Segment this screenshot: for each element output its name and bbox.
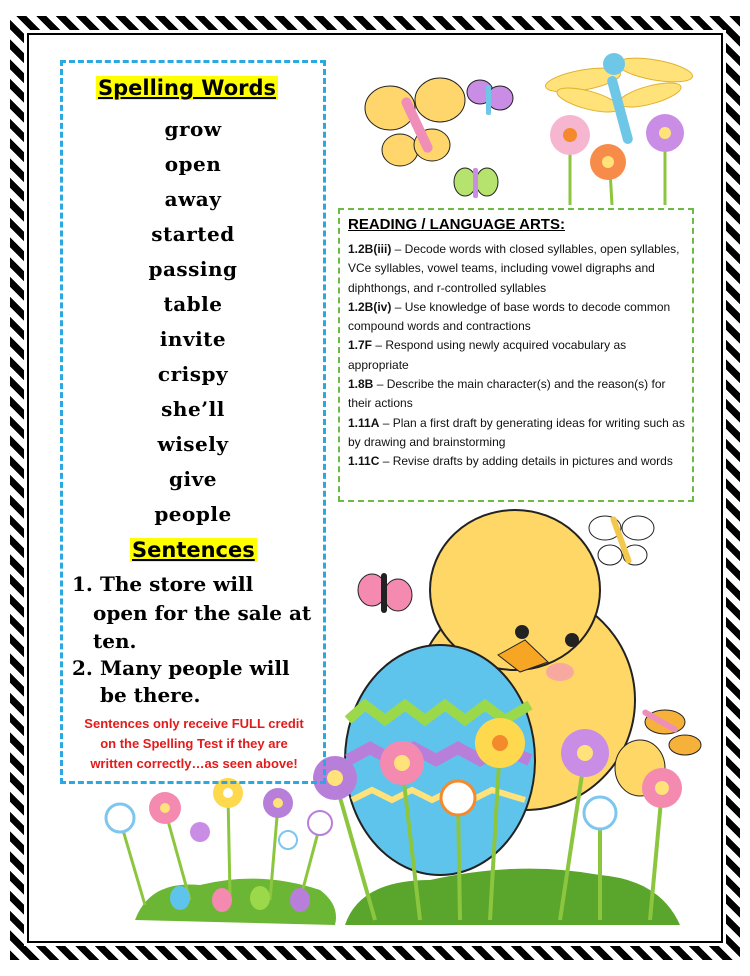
standard-code: 1.2B(iii) [348, 242, 392, 256]
standard-item [348, 375, 688, 414]
sentence-1-number: 1. [72, 572, 93, 596]
standard-code: 1.2B(iv) [348, 299, 392, 314]
butterfly-white-icon [589, 515, 654, 565]
standard-item [348, 298, 688, 337]
grass-right-icon [345, 869, 680, 925]
standard-text: – Decode words with closed syllables, open syllables, VCe syllables, vowel teams, including vowel digraphs and diphthongs, and r-controlled syllables [348, 242, 680, 295]
flowers-top-icon [550, 114, 684, 205]
butterfly-purple-icon [467, 80, 513, 115]
spelling-title: Spelling Words [98, 76, 277, 100]
standards-list [348, 240, 688, 472]
sentence-2-line: Many people will [100, 656, 290, 680]
flowers-left-icon [106, 778, 332, 912]
standard-code: 1.11A [348, 415, 380, 430]
spelling-word: passing [148, 257, 238, 281]
standard-code: 1.7F [348, 338, 373, 353]
standard-text: – Revise drafts by adding details in pictures and words [379, 454, 673, 469]
rla-title: READING / LANGUAGE ARTS: [348, 216, 565, 233]
standard-item [348, 414, 688, 453]
standard-text: – Plan a first draft by generating ideas for writing such as by drawing and brainstorming [348, 415, 685, 449]
spelling-word: give [169, 467, 217, 491]
standard-text: – Respond using newly acquired vocabulary as appropriate [348, 338, 627, 372]
standard-text: – Use knowledge of base words to decode common compound words and contractions [348, 299, 671, 334]
standard-item [348, 240, 688, 298]
credit-note-line: written correctly…as seen above! [90, 756, 298, 771]
butterfly-green-icon [454, 168, 498, 198]
spelling-word: table [163, 292, 223, 316]
spelling-word: grow [164, 117, 222, 141]
sentences-title: Sentences [132, 538, 255, 562]
spelling-word: crispy [157, 362, 229, 386]
credit-note-line: Sentences only receive FULL credit [84, 716, 304, 731]
standard-item [348, 336, 688, 375]
spelling-word: invite [159, 327, 227, 351]
credit-note-line: on the Spelling Test if they are [100, 736, 288, 751]
standard-code: 1.11C [348, 454, 380, 469]
spelling-word: open [164, 152, 222, 176]
spelling-word: away [164, 187, 222, 211]
butterfly-pink-icon [358, 573, 412, 613]
spelling-word: started [151, 222, 235, 246]
standard-item [348, 452, 688, 471]
sentence-1-line: The store will [100, 572, 254, 596]
sentence-1-line: open for the sale at [93, 601, 312, 625]
spelling-word: people [154, 502, 232, 526]
sentence-2-number: 2. [72, 656, 93, 680]
spelling-word: wisely [157, 432, 229, 456]
credit-note [66, 714, 322, 774]
spelling-word: she’ll [161, 397, 225, 421]
standard-text: – Describe the main character(s) and the reason(s) for their actions [348, 377, 666, 411]
butterfly-yellow-icon [365, 78, 465, 166]
standard-code: 1.8B [348, 377, 374, 392]
sentence-2-line: be there. [100, 683, 201, 707]
sentence-1-line: ten. [93, 629, 137, 653]
